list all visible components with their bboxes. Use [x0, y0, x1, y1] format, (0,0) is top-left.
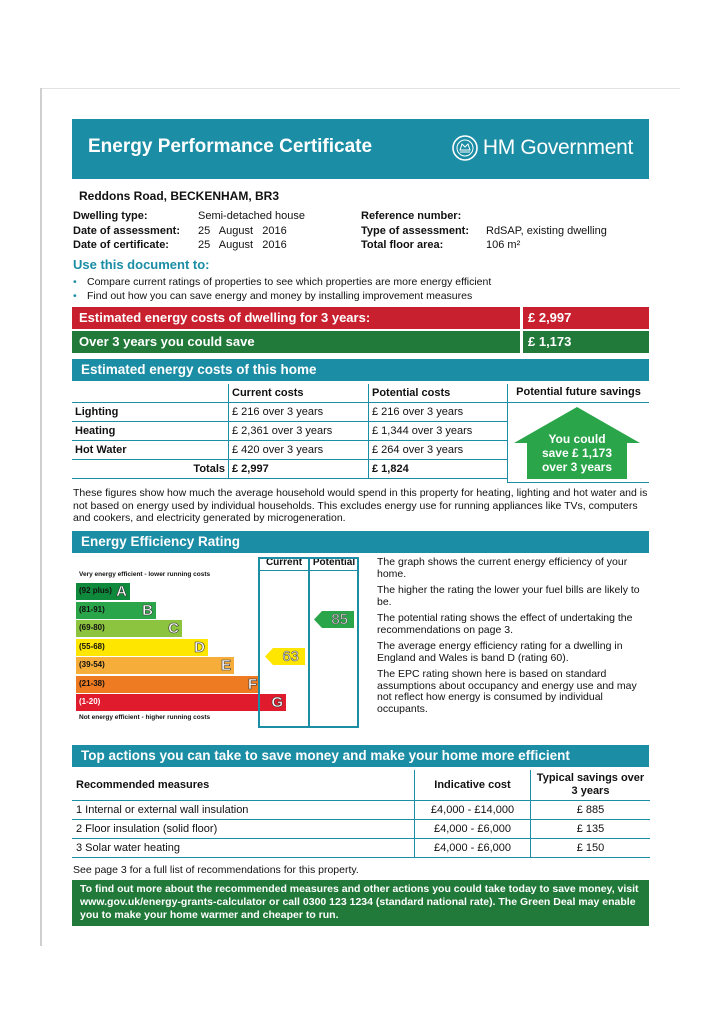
band-letter: G [271, 694, 283, 711]
rating-section-title: Energy Efficiency Rating [72, 531, 649, 553]
estimated-cost-label: Estimated energy costs of dwelling for 3 years: [72, 307, 520, 329]
band-letter: E [220, 657, 231, 674]
actions-section-title: Top actions you can take to save money and make your home more efficient [72, 745, 649, 767]
green-deal-note: To find out more about the recommended measures and other actions you could take today to save money, visit www.gov.uk/energy-grants-calculator or call 0300 123 1234 (standard national rate). The Green Deal may enable you to make your home warmer and cheaper to run. [72, 880, 649, 926]
savings-header: Potential future savings [516, 386, 641, 398]
table-header: Recommended measures [72, 770, 415, 801]
savings-line: save £ 1,173 [541, 446, 613, 460]
rating-band-d [76, 639, 208, 656]
potential-cost-cell: £ 216 over 3 years [369, 403, 508, 422]
potential-column-header: Potential [312, 557, 356, 568]
current-column-header: Current [265, 557, 303, 568]
table-header [72, 384, 229, 403]
assessment-date-label: Date of assessment: [73, 225, 180, 237]
gov-label: HM Government [482, 136, 633, 159]
savings-divider [507, 384, 508, 483]
band-range: (55-68) [79, 641, 105, 651]
use-document-title: Use this document to: [73, 257, 210, 272]
savings-line: You could [548, 432, 606, 446]
column-header-line [258, 570, 359, 571]
savings-bottom-line [508, 482, 649, 483]
certificate-title: Energy Performance Certificate [88, 136, 373, 157]
table-header: Typical savings over 3 years [531, 770, 651, 801]
potential-saving-value: £ 1,173 [523, 331, 649, 353]
potential-rating-value: 85 [331, 610, 348, 628]
saving-cell: £ 150 [531, 839, 651, 858]
totals-label: Totals [72, 460, 229, 479]
table-row [72, 801, 650, 820]
potential-rating-arrow [314, 611, 354, 628]
savings-line: over 3 years [541, 460, 613, 474]
current-column [258, 557, 310, 728]
band-range: (1-20) [79, 697, 101, 706]
band-letter: A [116, 583, 127, 600]
rating-band-a [76, 583, 130, 600]
certificate-date-label: Date of certificate: [73, 239, 169, 251]
energy-costs-table [72, 384, 507, 479]
potential-column [308, 557, 359, 728]
rating-band-f [76, 676, 260, 693]
scale-top-label: Very energy efficient - lower running costs [79, 571, 211, 578]
band-range: (92 plus) [79, 586, 112, 595]
table-header-row [72, 384, 507, 403]
rating-band-c [76, 620, 182, 637]
table-header: Indicative cost [415, 770, 531, 801]
current-cost-cell: £ 420 over 3 years [229, 441, 369, 460]
savings-callout [514, 432, 640, 474]
band-letter: F [247, 675, 257, 693]
band-range: (39-54) [79, 660, 105, 669]
measure-cell: 3 Solar water heating [72, 839, 415, 858]
table-row [72, 422, 507, 441]
property-address: Reddons Road, BECKENHAM, BR3 [79, 189, 280, 203]
table-header: Potential costs [369, 384, 508, 403]
scale-bottom-label: Not energy efficient - higher running costs [79, 714, 211, 721]
certificate-date-value: 25 August 2016 [198, 239, 287, 251]
table-row [72, 820, 650, 839]
potential-saving-label: Over 3 years you could save [72, 331, 520, 353]
costs-note: These figures show how much the average household would spend in this property for heating, lighting and hot water and is not based on energy used by individual households. This excludes energy use for running appliances like TVs, computers and cookers, and electricity generated by microgeneration. [73, 487, 648, 524]
current-cost-cell: £ 2,361 over 3 years [229, 422, 369, 441]
rating-band-b [76, 602, 156, 619]
table-row [72, 839, 650, 858]
floor-area-label: Total floor area: [361, 239, 444, 251]
rating-band-e [76, 657, 234, 674]
cost-cell: £4,000 - £6,000 [415, 839, 531, 858]
band-range: (81-91) [79, 604, 105, 614]
explanation-paragraph: The graph shows the current energy efficiency of your home. [377, 556, 628, 580]
rating-explanation [377, 557, 647, 720]
assessment-type-label: Type of assessment: [361, 225, 470, 237]
hm-government-logo [451, 134, 633, 162]
see-page-note: See page 3 for a full list of recommendations for this property. [73, 864, 359, 876]
dwelling-type-label: Dwelling type: [73, 210, 148, 222]
band-range: (21-38) [79, 678, 105, 688]
band-letter: C [168, 620, 179, 637]
page-edge-left [40, 88, 42, 946]
cost-cell: £4,000 - £14,000 [415, 801, 531, 820]
floor-area-value: 106 m² [486, 239, 521, 251]
use-document-item: • Find out how you can save energy and money by installing improvement measures [73, 290, 473, 302]
current-cost-cell: £ 216 over 3 years [229, 403, 369, 422]
potential-cost-cell: £ 264 over 3 years [369, 441, 508, 460]
table-row [72, 403, 507, 422]
potential-saving-bar [72, 331, 649, 353]
band-letter: D [194, 638, 205, 656]
cost-cell: £4,000 - £6,000 [415, 820, 531, 839]
assessment-date-value: 25 August 2016 [198, 225, 287, 237]
explanation-paragraph: The EPC rating shown here is based on standard assumptions about occupancy and energy use and may not reflect how energy is consumed by individual occupants. [377, 668, 637, 715]
row-label: Heating [72, 422, 229, 441]
use-document-list [73, 275, 491, 303]
band-range: (69-80) [79, 623, 105, 632]
measure-cell: 1 Internal or external wall insulation [72, 801, 415, 820]
reference-label: Reference number: [361, 210, 462, 222]
royal-crest-icon [451, 134, 479, 162]
measure-cell: 2 Floor insulation (solid floor) [72, 820, 415, 839]
table-header-row [72, 770, 650, 801]
recommended-actions-table [72, 770, 650, 858]
current-rating-arrow [265, 648, 305, 665]
estimated-cost-value: £ 2,997 [523, 307, 649, 329]
explanation-paragraph: The higher the rating the lower your fuel bills are likely to be. [377, 584, 640, 608]
use-document-item: • Compare current ratings of properties to see which properties are more energy efficient [73, 276, 492, 288]
row-label: Lighting [72, 403, 229, 422]
row-label: Hot Water [72, 441, 229, 460]
table-header: Current costs [229, 384, 369, 403]
page-edge-top [40, 88, 680, 89]
totals-current: £ 2,997 [229, 460, 369, 479]
band-letter: B [142, 601, 153, 619]
explanation-paragraph: The potential rating shows the effect of undertaking the recommendations on page 3. [377, 612, 633, 636]
certificate-header [72, 119, 649, 179]
savings-header-line [508, 402, 649, 403]
costs-section-title: Estimated energy costs of this home [72, 359, 649, 381]
totals-row [72, 460, 507, 479]
rating-band-g [76, 694, 286, 711]
estimated-cost-bar [72, 307, 649, 329]
totals-potential: £ 1,824 [369, 460, 508, 479]
potential-cost-cell: £ 1,344 over 3 years [369, 422, 508, 441]
table-row [72, 441, 507, 460]
current-rating-value: 63 [282, 647, 299, 665]
explanation-paragraph: The average energy efficiency rating for a dwelling in England and Wales is band D (rating 60). [377, 640, 623, 664]
saving-cell: £ 885 [531, 801, 651, 820]
saving-cell: £ 135 [531, 820, 651, 839]
assessment-type-value: RdSAP, existing dwelling [486, 225, 607, 237]
dwelling-type-value: Semi-detached house [198, 210, 306, 222]
